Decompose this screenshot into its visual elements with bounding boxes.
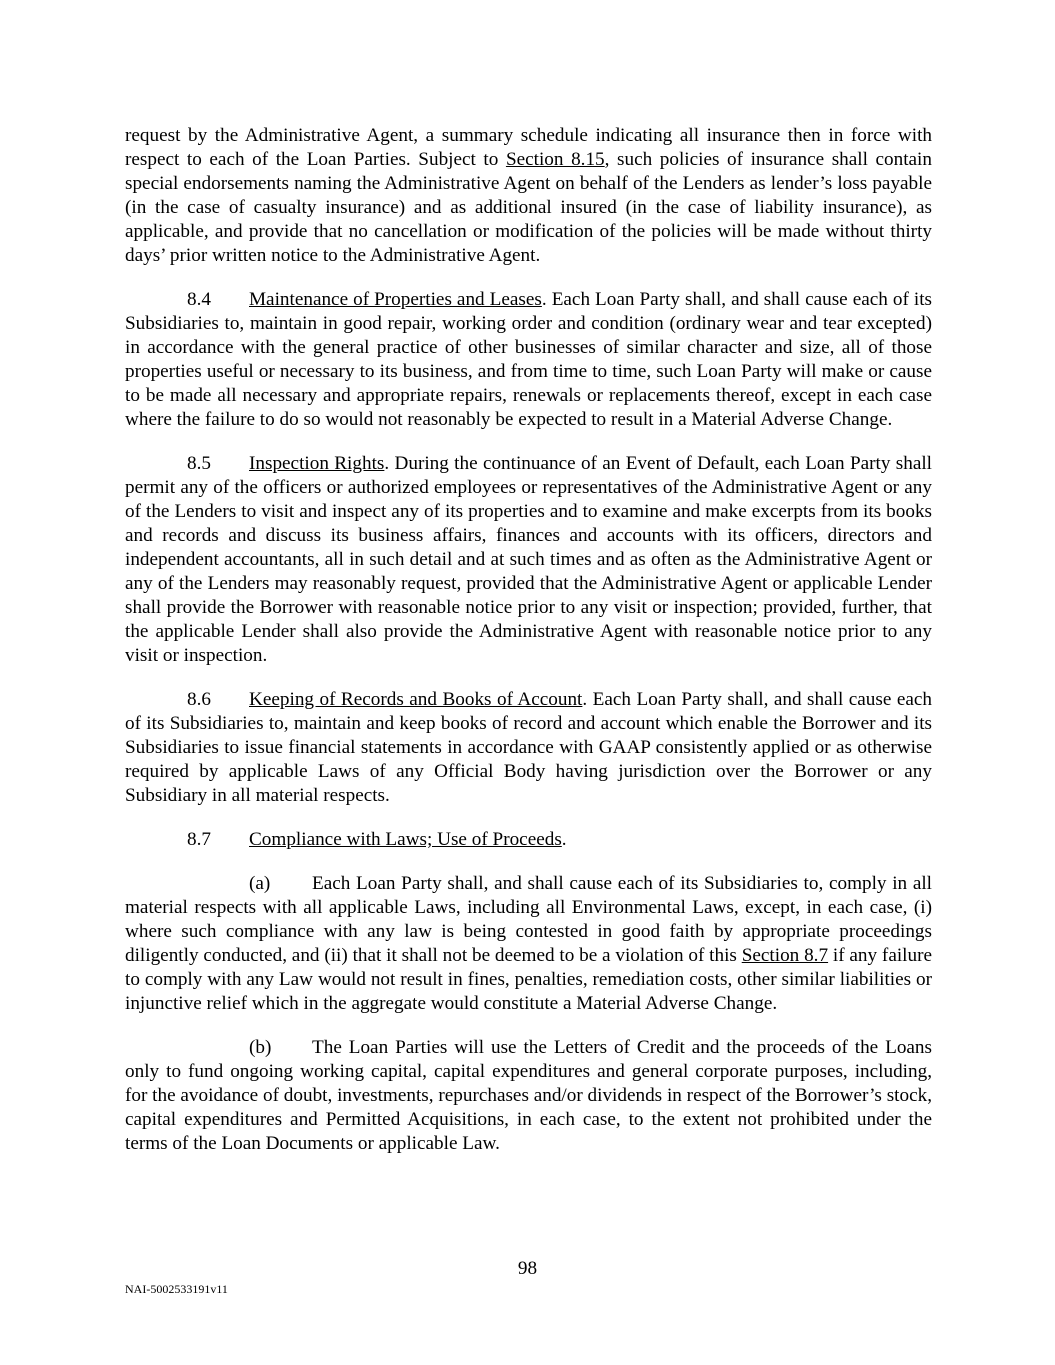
section-title: Keeping of Records and Books of Account xyxy=(249,689,583,710)
subsection-number: (b) xyxy=(249,1037,272,1058)
section-reference-link: Section 8.7 xyxy=(741,945,829,966)
section-number: 8.5 xyxy=(187,453,211,474)
section-number: 8.7 xyxy=(187,829,211,850)
section-title: Compliance with Laws; Use of Proceeds xyxy=(249,829,562,850)
section-number: 8.6 xyxy=(187,689,211,710)
section-8-6: 8.6 Keeping of Records and Books of Account. Each Loan Party shall, and shall cause each of its Subsidiaries to, maintain and keep books of record and account which enable the Borrower and its Subsidiaries to issue financial statements in accordance with GAAP consistently applied or as otherwise required by applicable Laws of any Official Body having jurisdiction over the Borrower or any Subsidiary in all material respects. xyxy=(125,689,932,806)
section-8-5: 8.5 Inspection Rights. During the continuance of an Event of Default, each Loan Party shall permit any of the officers or authorized employees or representatives of the Administrative Agent or any of the Lenders to visit and inspect any of its properties and to examine and make excerpts from its books and records and discuss its business affairs, finances and accounts with its officers, directors and independent accountants, all in such detail and at such times and as often as the Administrative Agent or any of the Lenders may reasonably request, provided that the Administrative Agent or applicable Lender shall provide the Borrower with reasonable notice prior to any visit or inspection; provided, further, that the applicable Lender shall also provide the Administrative Agent with reasonable notice prior to any visit or inspection. xyxy=(125,453,933,666)
page-number: 98 xyxy=(517,1258,538,1279)
section-reference-link: Section 8.15 xyxy=(505,149,605,170)
section-8-7-b: (b) The Loan Parties will use the Letters of Credit and the proceeds of the Loans only to fund ongoing working capital, capital expenditures and general corporate purposes, including, for the avoidance of doubt, investments, repurchases and/or dividends in respect of the Borrower’s stock, capital expenditures and Permitted Acquisitions, in each case, to the extent not prohibited under the terms of the Loan Documents or applicable Law. xyxy=(125,1037,932,1154)
section-number: 8.4 xyxy=(187,289,211,310)
section-title: Inspection Rights xyxy=(249,453,385,474)
paragraph-insurance-continued: request by the Administrative Agent, a summary schedule indicating all insurance then in force with respect to each of the Loan Parties. Subject to Section 8.15, such policies of insurance shall contain special endorsements naming the Administrative Agent on behalf of the Lenders as lender’s loss payable (in the case of casualty insurance) and as additional insured (in the case of liability insurance), as applicable, and provide that no cancellation or modification of the policies will be made without thirty days’ prior written notice to the Administrative Agent. xyxy=(125,125,932,266)
section-8-7-a: (a) Each Loan Party shall, and shall cause each of its Subsidiaries to, comply in all material respects with all applicable Laws, including all Environmental Laws, except, in each case, (i) where such compliance with any law is being contested in good faith by appropriate proceedings diligently conducted, and (ii) that it shall not be deemed to be a violation of this Section 8.7 if any failure to comply with any Law would not result in fines, penalties, remediation costs, other similar liabilities or injunctive relief which in the aggregate would constitute a Material Adverse Change. xyxy=(125,873,932,1014)
section-8-7: 8.7 Compliance with Laws; Use of Proceeds. xyxy=(187,829,567,850)
subsection-number: (a) xyxy=(249,873,271,894)
document-body xyxy=(125,124,932,1156)
section-8-4: 8.4 Maintenance of Properties and Leases. Each Loan Party shall, and shall cause each of its Subsidiaries to, maintain in good repair, working order and condition (ordinary wear and tear excepted) in accordance with the general practice of other businesses of similar character and size, all of those properties useful or necessary to its business, and from time to time, such Loan Party will make or cause to be made all necessary and appropriate repairs, renewals or replacements thereof, except in each case where the failure to do so would not reasonably be expected to result in a Material Adverse Change. xyxy=(125,289,933,430)
document-id: NAI-5002533191v11 xyxy=(125,1282,228,1296)
section-title: Maintenance of Properties and Leases xyxy=(249,289,542,310)
